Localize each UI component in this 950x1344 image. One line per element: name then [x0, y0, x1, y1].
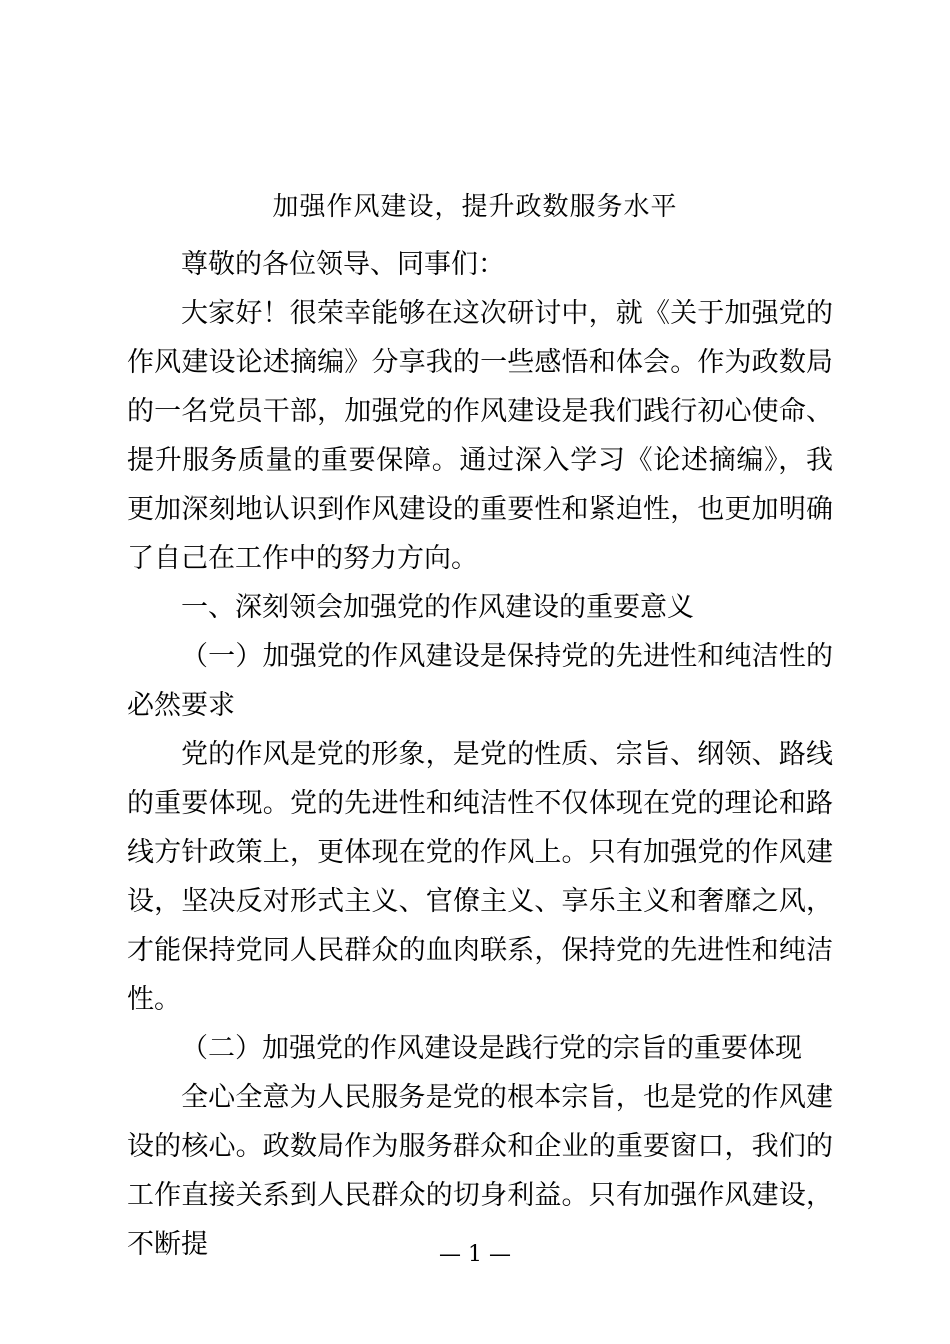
body-paragraph-1: 党的作风是党的形象，是党的性质、宗旨、纲领、路线的重要体现。党的先进性和纯洁性不仅体现在党的理论和路线方针政策上，更体现在党的作风上。只有加强党的作风建设，坚决反对形式主义、官僚主义、享乐主义和奢靡之风，才能保持党同人民群众的血肉联系，保持党的先进性和纯洁性。	[127, 739, 833, 1015]
body-paragraph-2: 全心全意为人民服务是党的根本宗旨，也是党的作风建设的核心。政数局作为服务群众和企业的重要窗口，我们的工作直接关系到人民群众的切身利益。只有加强作风建设，不断提	[127, 1082, 833, 1260]
intro-paragraph: 大家好！很荣幸能够在这次研讨中，就《关于加强党的作风建设论述摘编》分享我的一些感悟和体会。作为政数局的一名党员干部，加强党的作风建设是我们践行初心使命、提升服务质量的重要保障。通过深入学习《论述摘编》，我更加深刻地认识到作风建设的重要性和紧迫性，也更加明确了自己在工作中的努力方向。	[127, 298, 833, 574]
salutation-paragraph: 尊敬的各位领导、同事们：	[181, 249, 505, 280]
section-heading-1: 一、深刻领会加强党的作风建设的重要意义	[181, 592, 694, 623]
document-title: 加强作风建设，提升政数服务水平	[272, 192, 678, 222]
page-number: — 1 —	[439, 1242, 511, 1267]
subsection-heading-2: （二）加强党的作风建设是践行党的宗旨的重要体现	[181, 1033, 802, 1064]
subsection-heading-1: （一）加强党的作风建设是保持党的先进性和纯洁性的必然要求	[127, 641, 833, 721]
document-body	[127, 240, 833, 1269]
